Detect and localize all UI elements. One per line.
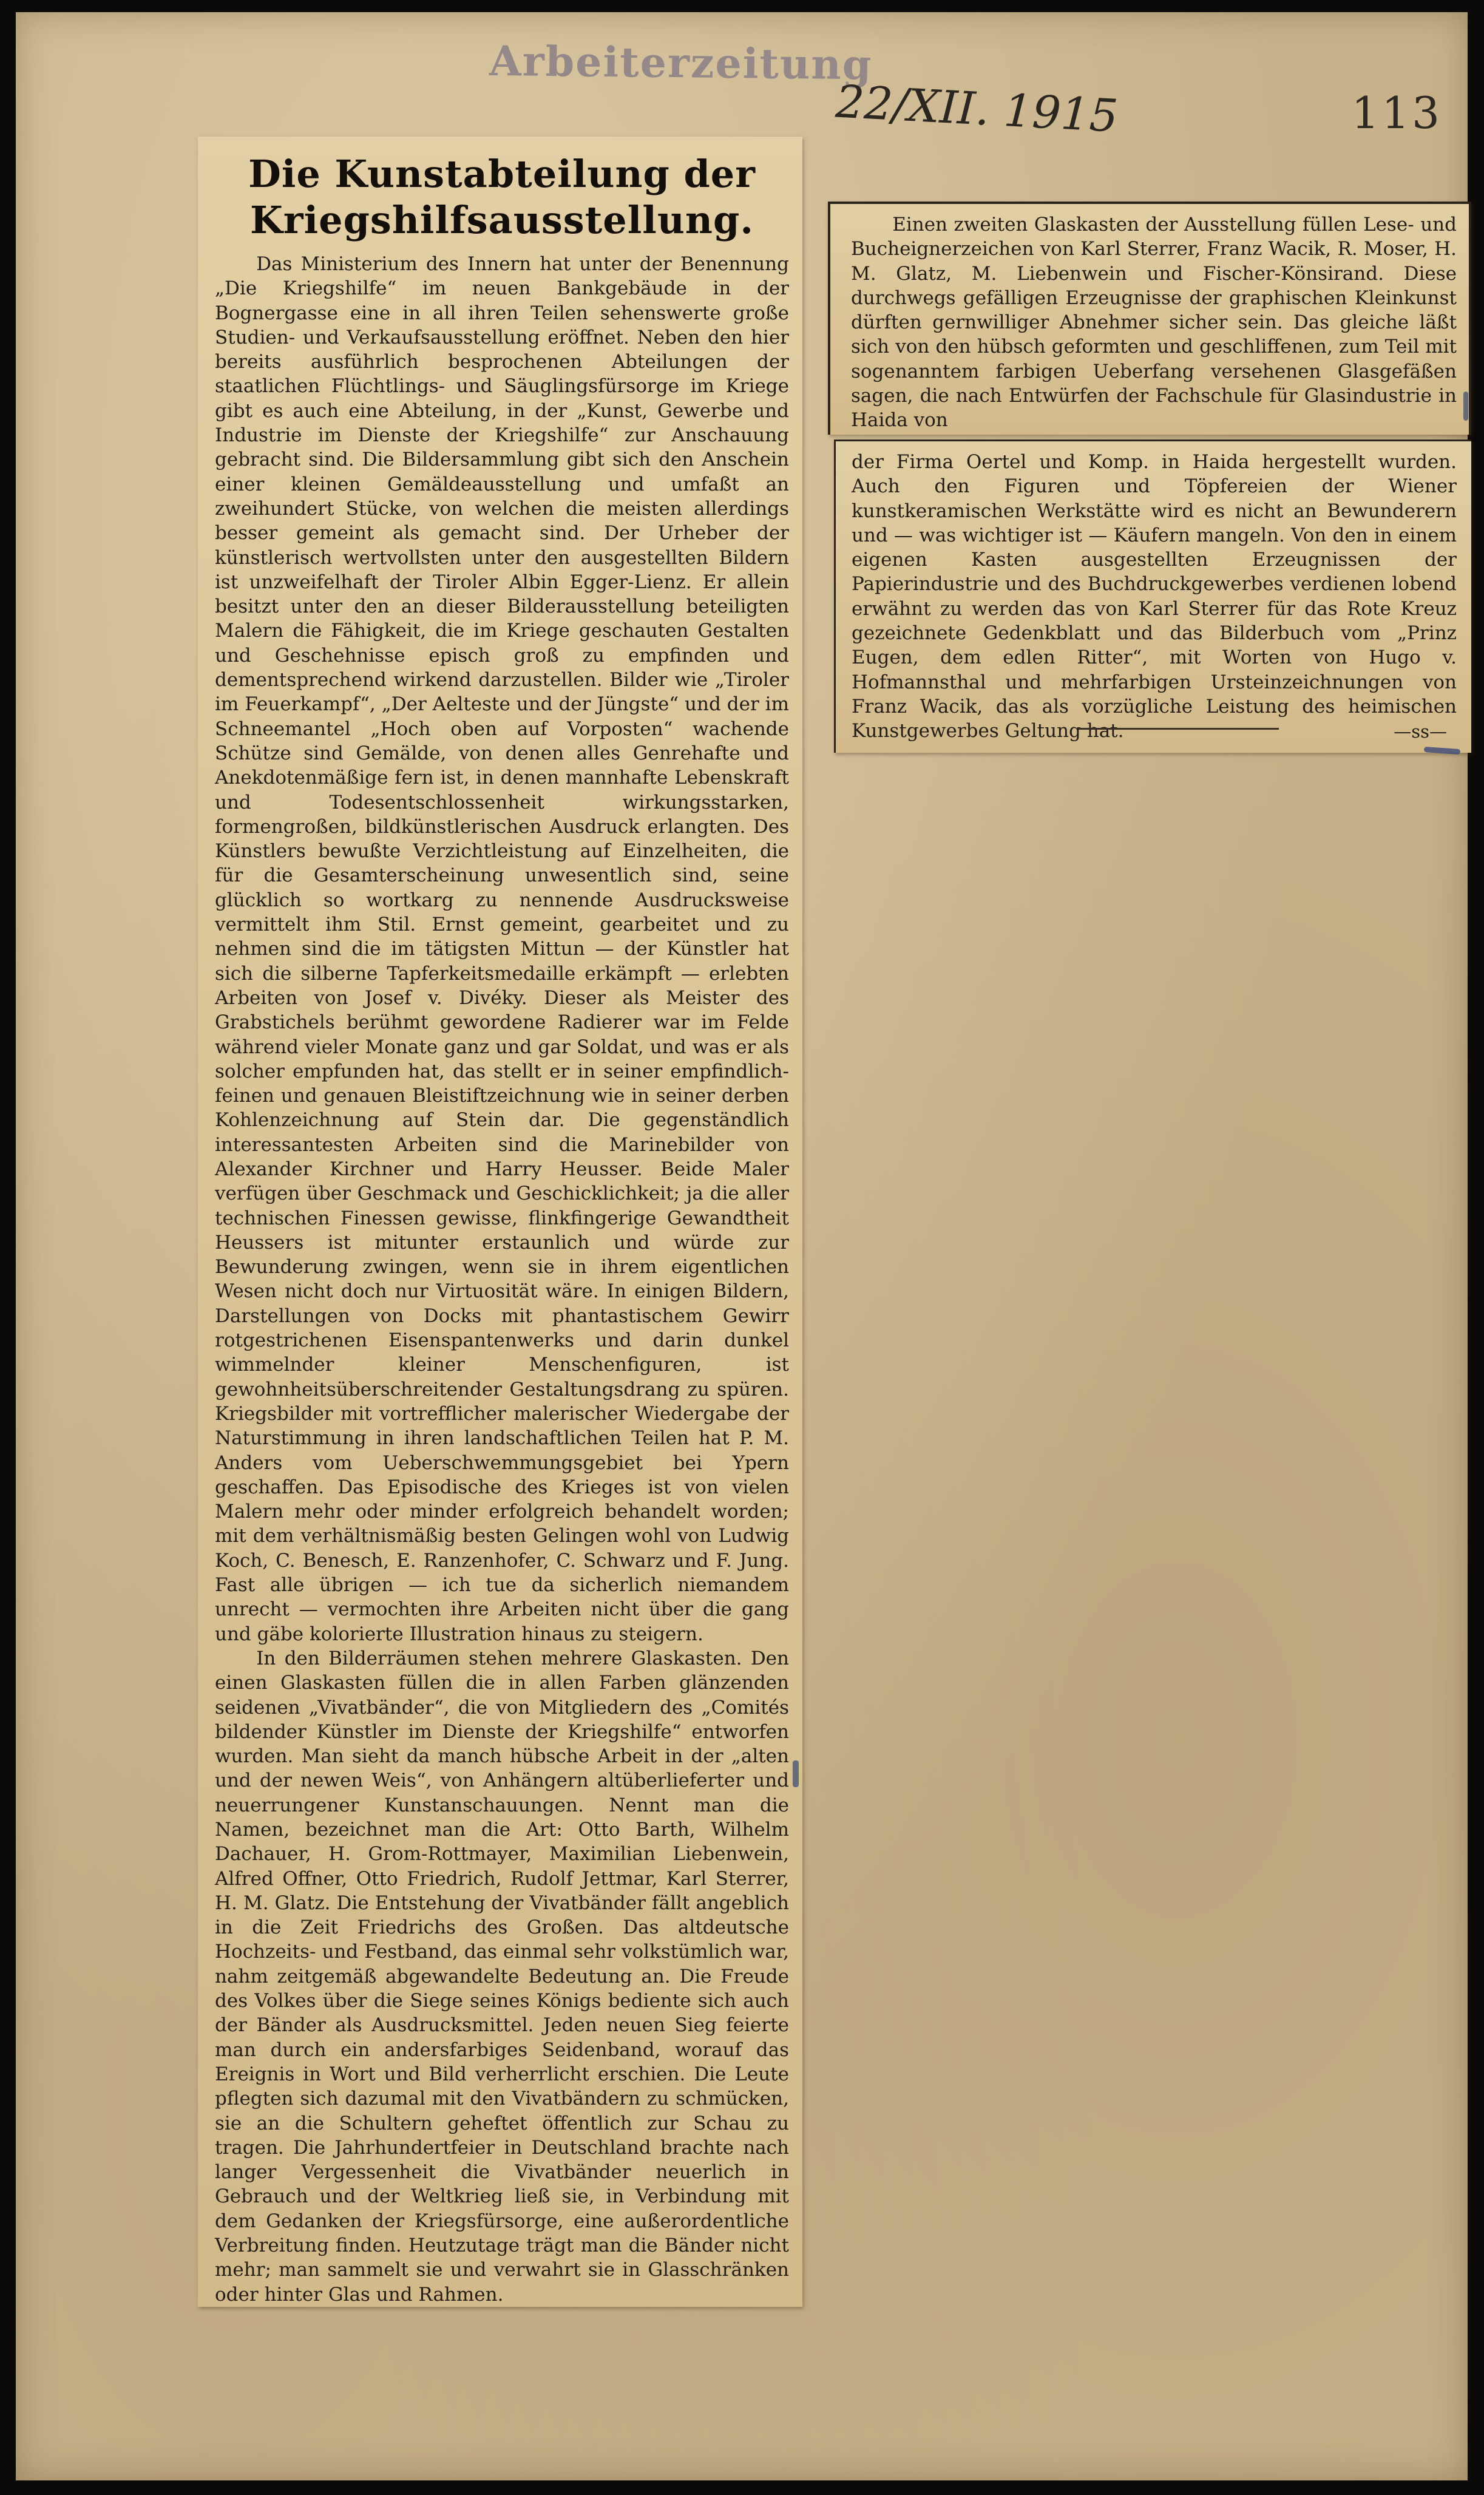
article-continuation-top-text: Einen zweiten Glaskasten der Ausstellung füllen Lese- und Bucheignerzeichen von Karl Sterrer, Franz Wacik, R. Moser, H. M. Glatz, M. Liebenwein und Fischer-Könsirand. Diese durchwegs gefälligen Erzeugnisse der graphischen Kleinkunst dürften gernwilliger Abnehmer sicher sein. Das gleiche läßt sich von den hübsch geformten und geschliffenen, zum Teil mit sogenanntem farbigen Ueberfang versehenen Glasgefäßen sagen, die nach Entwürfen der Fachschule für Glasindustrie in Haida von: [851, 214, 1457, 432]
handwritten-date: 22/XII. 1915: [834, 75, 1120, 143]
article-continuation-bottom-text: der Firma Oertel und Komp. in Haida hergestellt wurden. Auch den Figuren und Töpfereien der Wiener kunstkeramischen Werkstätte wird es nicht an Bewunderern und — was wichtiger ist — Käufern mangeln. Von den in einem eigenen Kasten ausgestellten Erzeugnissen der Papierindustrie und des Buchdruckgewerbes verdienen lobend erwähnt zu werden das von Karl Sterrer für das Rote Kreuz gezeichnete Gedenkblatt und das Bilderbuch vom „Prinz Eugen, dem edlen Ritter“, mit Worten von Hugo v. Hofmannsthal und mehrfarbigen Ursteinzeichnungen von Franz Wacik, das als vorzügliche Leistung des heimischen Kunstgewerbes Geltung hat.: [852, 451, 1457, 742]
newspaper-name-stamp: Arbeiterzeitung: [489, 36, 873, 90]
article-clipping-continuation-bottom: [834, 440, 1471, 753]
article-headline: Die Kunstabteilung der Kriegshilfsausstellung.: [248, 152, 756, 242]
article-clipping-main: [198, 137, 802, 2307]
closing-rule: [1079, 728, 1279, 730]
page-number: 113: [1351, 87, 1442, 138]
article-paragraph-2: In den Bilderräumen stehen mehrere Glaskasten. Den einen Glaskasten füllen die in allen Farben glänzenden seidenen „Vivatbänder“, die von Mitgliedern des „Comités bildender Künstler im Dienste der Kriegshilfe“ entworfen wurden. Man sieht da manch hübsche Arbeit in der „alten und der newen Weis“, von Anhängern altüberlieferter und neuerrungener Kunstanschauungen. Nennt man die Namen, bezeichnet man die Art: Otto Barth, Wilhelm Dachauer, H. Grom-Rottmayer, Maximilian Liebenwein, Alfred Offner, Otto Friedrich, Rudolf Jettmar, Karl Sterrer, H. M. Glatz. Die Entstehung der Vivatbänder fällt angeblich in die Zeit Friedrichs des Großen. Das altdeutsche Hochzeits- und Festband, das einmal sehr volkstümlich war, nahm zeitgemäß abgewandelte Bedeutung an. Die Freude des Volkes über die Siege seines Königs bediente sich auch der Bänder als Ausdrucksmittel. Jeden neuen Sieg feierte man durch ein andersfarbiges Seidenband, worauf das Ereignis in Wort und Bild verherrlicht erschien. Die Leute pflegten sich dazumal mit den Vivatbändern zu schmücken, sie an die Schultern geheftet öffentlich zur Schau zu tragen. Die Jahrhundertfeier in Deutschland brachte nach langer Vergessenheit die Vivatbänder neuerlich in Gebrauch und der Weltkrieg ließ sie, in Verbindung mit dem Gedanken der Kriegsfürsorge, eine außerordentliche Verbreitung finden. Heutzutage trägt man die Bänder nicht mehr; man sammelt sie und verwahrt sie in Glasschränken oder hinter Glas und Rahmen.: [215, 1647, 789, 2306]
archive-sheet: [16, 12, 1468, 2480]
article-paragraph-1: Das Ministerium des Innern hat unter der Benennung „Die Kriegshilfe“ im neuen Bankgebäude in der Bognergasse eine in all ihren Teilen sehenswerte große Studien- und Verkaufsausstellung eröffnet. Neben den hier bereits ausführlich besprochenen Abteilungen der staatlichen Flüchtlings- und Säuglingsfürsorge im Kriege gibt es auch eine Abteilung, in der „Kunst, Gewerbe und Industrie im Dienste der Kriegshilfe“ zur Anschauung gebracht sind. Die Bildersammlung gibt sich den Anschein einer kleinen Gemäldeausstellung und umfaßt an zweihundert Stücke, von welchen die meisten allerdings besser gemeint als gemacht sind. Der Urheber der künstlerisch wertvollsten unter den ausgestellten Bildern ist unzweifelhaft der Tiroler Albin Egger-Lienz. Er allein besitzt unter den an dieser Bilderausstellung beteiligten Malern die Fähigkeit, die im Kriege geschauten Gestalten und Geschehnisse episch groß zu empfinden und dementsprechend wirkend darzustellen. Bilder wie „Tiroler im Feuerkampf“, „Der Aelteste und der Jüngste“ und der im Schneemantel „Hoch oben auf Vorposten“ wachende Schütze sind Gemälde, von denen alles Genrehafte und Anekdotenmäßige fern ist, in denen mannhafte Lebenskraft und Todesentschlossenheit wirkungsstarken, formengroßen, bildkünstlerischen Ausdruck erlangten. Des Künstlers bewußte Verzichtleistung auf Einzelheiten, die für die Gesamterscheinung unwesentlich sind, seine glücklich so wortkarg zu nennende Ausdrucksweise vermittelt ihm Stil. Ernst gemeint, gearbeitet und zu nehmen sind die im tätigsten Mittun — der Künstler hat sich die silberne Tapferkeitsmedaille erkämpft — erlebten Arbeiten von Josef v. Divéky. Dieser als Meister des Grabstichels berühmt gewordene Radierer war im Felde während vieler Monate ganz und gar Soldat, und was er als solcher empfunden hat, das stellt er in seiner empfindlich-feinen und genauen Bleistiftzeichnung wie in seiner derben Kohlenzeichnung auf Stein dar. Die gegenständlich interessantesten Arbeiten sind die Marinebilder von Alexander Kirchner und Harry Heusser. Beide Maler verfügen über Geschmack und Geschicklichkeit; ja die aller technischen Finessen gewisse, flinkfingerige Gewandtheit Heussers ist mitunter erstaunlich und würde zur Bewunderung zwingen, wenn sie in ihrem eigentlichen Wesen nicht doch nur Virtuosität wäre. In einigen Bildern, Darstellungen von Docks mit phantastischem Gewirr rotgestrichenen Eisenspantenwerks und darin dunkel wimmelnder kleiner Menschenfiguren, ist gewohnheitsüberschreitender Gestaltungsdrang zu spüren. Kriegsbilder mit vortrefflicher malerischer Wiedergabe der Naturstimmung in ihren landschaftlichen Teilen hat P. M. Anders vom Ueberschwemmungsgebiet bei Ypern geschaffen. Das Episodische des Krieges ist von vielen Malern mehr oder minder erfolgreich behandelt worden; mit dem verhältnismäßig besten Gelingen wohl von Ludwig Koch, C. Benesch, E. Ranzenhofer, C. Schwarz und F. Jung. Fast alle übrigen — ich tue da sicherlich niemandem unrecht — vermochten ihre Arbeiten nicht über die gang und gäbe kolorierte Illustration hinaus zu steigern.: [215, 253, 789, 1645]
blue-pencil-mark: [793, 1760, 799, 1787]
blue-pencil-mark: [1463, 392, 1468, 421]
author-signature: —ss—: [1394, 721, 1447, 742]
article-clipping-continuation-top: [828, 202, 1471, 435]
